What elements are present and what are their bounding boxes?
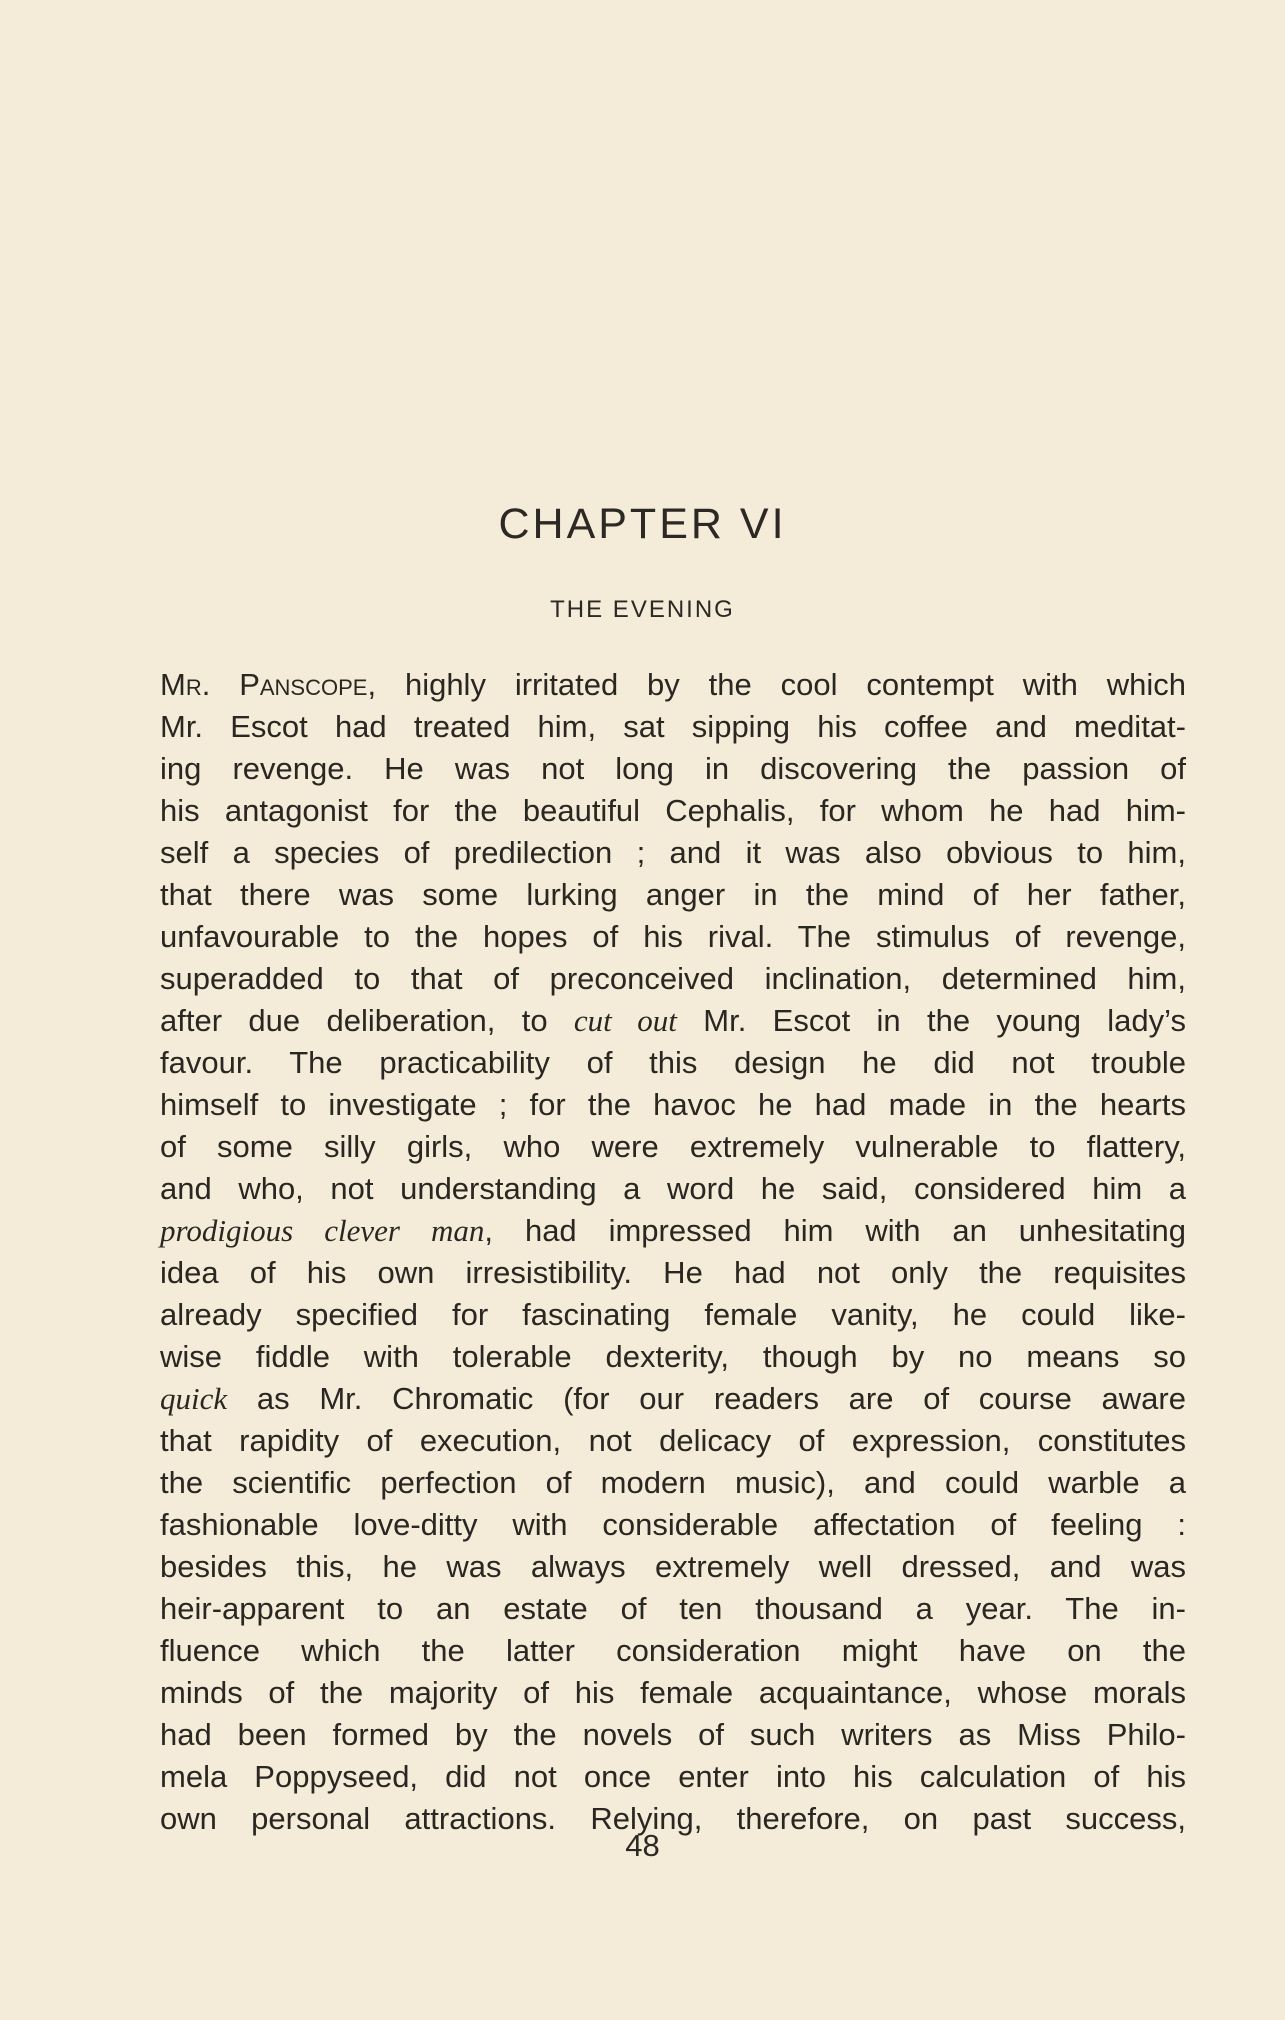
text-segment: own personal attractions. Relying, therefore, on past success,	[160, 1801, 1186, 1836]
text-line	[160, 1756, 1186, 1798]
text-line	[160, 1126, 1186, 1168]
text-segment: had been formed by the novels of such writers as Miss Philo-	[160, 1717, 1186, 1752]
body-paragraph	[160, 664, 1186, 1840]
text-line	[160, 1378, 1186, 1420]
text-segment: that there was some lurking anger in the mind of her father,	[160, 877, 1186, 912]
text-line	[160, 664, 1186, 706]
text-line	[160, 1000, 1186, 1042]
text-segment: fashionable love-ditty with considerable affectation of feeling :	[160, 1507, 1186, 1542]
text-segment: the scientific perfection of modern music), and could warble a	[160, 1465, 1186, 1500]
text-segment: mela Poppyseed, did not once enter into his calculation of his	[160, 1759, 1186, 1794]
text-line	[160, 874, 1186, 916]
text-line	[160, 1210, 1186, 1252]
text-line	[160, 706, 1186, 748]
text-line	[160, 1042, 1186, 1084]
text-segment: Mr. Escot in the young lady’s	[676, 1003, 1186, 1038]
text-line	[160, 1294, 1186, 1336]
text-segment: ing revenge. He was not long in discovering the passion of	[160, 751, 1186, 786]
chapter-title: CHAPTER VI	[498, 500, 787, 548]
text-segment: fluence which the latter consideration might have on the	[160, 1633, 1186, 1668]
text-line	[160, 1462, 1186, 1504]
text-segment: and who, not understanding a word he said, considered him a	[160, 1171, 1186, 1206]
text-line	[160, 1630, 1186, 1672]
page-number: 48	[625, 1828, 660, 1863]
text-segment: of some silly girls, who were extremely vulnerable to flattery,	[160, 1129, 1186, 1164]
text-line	[160, 1336, 1186, 1378]
text-line	[160, 748, 1186, 790]
italic-text: cut out	[573, 1003, 677, 1038]
text-line	[160, 1252, 1186, 1294]
italic-text: quick	[160, 1381, 228, 1416]
text-line	[160, 1420, 1186, 1462]
text-line	[160, 1588, 1186, 1630]
text-segment: that rapidity of execution, not delicacy of expression, constitutes	[160, 1423, 1186, 1458]
text-segment: after due deliberation, to	[160, 1003, 574, 1038]
text-segment: self a species of predilection ; and it was also obvious to him,	[160, 835, 1186, 870]
text-segment: , had impressed him with an unhesitating	[484, 1213, 1186, 1248]
text-segment: favour. The practicability of this design he did not trouble	[160, 1045, 1186, 1080]
text-segment: his antagonist for the beautiful Cephalis, for whom he had him-	[160, 793, 1186, 828]
text-line	[160, 1168, 1186, 1210]
text-line	[160, 916, 1186, 958]
text-line	[160, 958, 1186, 1000]
text-line	[160, 1672, 1186, 1714]
text-line	[160, 1084, 1186, 1126]
text-segment: himself to investigate ; for the havoc he had made in the hearts	[160, 1087, 1186, 1122]
text-line	[160, 790, 1186, 832]
text-line	[160, 1714, 1186, 1756]
text-segment: superadded to that of preconceived inclination, determined him,	[160, 961, 1186, 996]
text-segment: minds of the majority of his female acquaintance, whose morals	[160, 1675, 1186, 1710]
text-segment: idea of his own irresistibility. He had not only the requisites	[160, 1255, 1186, 1290]
text-segment: besides this, he was always extremely well dressed, and was	[160, 1549, 1186, 1584]
text-line	[160, 1504, 1186, 1546]
text-segment: wise fiddle with tolerable dexterity, though by no means so	[160, 1339, 1186, 1374]
text-segment: , highly irritated by the cool contempt with which	[367, 667, 1187, 702]
italic-text: prodigious clever man	[160, 1213, 485, 1248]
text-line	[160, 832, 1186, 874]
text-segment: unfavourable to the hopes of his rival. The stimulus of revenge,	[160, 919, 1186, 954]
small-caps-text: Mr. Panscope	[160, 667, 368, 702]
chapter-subtitle: THE EVENING	[550, 596, 735, 623]
text-segment: already specified for fascinating female vanity, he could like-	[160, 1297, 1186, 1332]
text-segment: heir-apparent to an estate of ten thousand a year. The in-	[160, 1591, 1186, 1626]
text-line	[160, 1546, 1186, 1588]
text-segment: Mr. Escot had treated him, sat sipping his coffee and meditat-	[160, 709, 1186, 744]
text-segment: as Mr. Chromatic (for our readers are of course aware	[227, 1381, 1186, 1416]
